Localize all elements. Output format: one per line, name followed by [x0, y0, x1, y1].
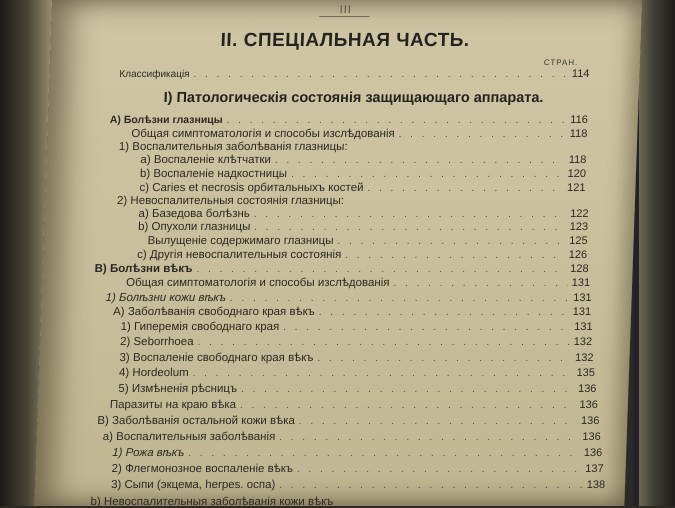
toc-entry-page: 132: [573, 336, 593, 348]
toc-entry-page: 114: [571, 68, 590, 80]
toc-entry-page: 118: [568, 154, 587, 166]
toc-entry: [97, 415, 599, 427]
toc-entry-page: 120: [567, 168, 587, 180]
toc-entry: [119, 141, 519, 153]
toc-entry-page: 136: [580, 415, 600, 427]
toc-entry-page: 118: [569, 128, 588, 140]
toc-entry: [103, 431, 601, 443]
toc-entry-page: 122: [569, 208, 589, 220]
toc-entry: [112, 447, 602, 459]
toc-entry: [119, 367, 595, 379]
toc-entry-page: 126: [568, 249, 588, 261]
toc-entry: [147, 235, 587, 247]
toc-entry-label: 3) Воспаленіе свободнаго края вѣкъ: [119, 352, 314, 364]
toc-entry-page: 136: [579, 399, 599, 411]
toc-entry: [120, 336, 592, 348]
toc-entry-label: a) Воспалительныя заболѣванія: [102, 431, 276, 443]
leader-dots: [197, 337, 569, 348]
toc-entry-label: b) Опухоли глазницы: [137, 221, 251, 233]
leader-dots: [192, 368, 572, 379]
toc-entry: [90, 496, 570, 508]
toc-entry: [111, 479, 605, 491]
leader-dots: [193, 69, 568, 80]
toc-entry-label: 1) Болѣзни кожи вѣкъ: [105, 292, 227, 304]
toc-entry-page: 131: [572, 306, 592, 318]
toc-entry-label: A) Болѣзни глазницы: [109, 114, 223, 126]
page-title: II. СПЕЦІАЛЬНАЯ ЧАСТЬ.: [220, 30, 470, 51]
toc-entry-label: B) Заболѣванія остальной кожи вѣка: [97, 415, 296, 427]
toc-entry: [94, 263, 588, 275]
toc-entry: [110, 399, 598, 411]
leader-dots: [240, 400, 576, 411]
toc-entry-label: 2) Seborrhoea: [119, 336, 194, 348]
toc-entry-page: 116: [570, 114, 589, 126]
toc-entry-page: 132: [574, 352, 594, 364]
leader-dots: [319, 307, 569, 318]
page-number: III: [339, 4, 353, 16]
toc-entry: [131, 128, 587, 140]
leader-dots: [367, 183, 563, 194]
toc-entry-label: A) Заболѣванія свободнаго края вѣкъ: [112, 306, 316, 318]
toc-entry: [126, 277, 590, 289]
leader-dots: [188, 448, 580, 459]
toc-entry-page: 136: [583, 447, 603, 459]
toc-entry-label: 5) Измѣненія рѣсницъ: [118, 383, 238, 395]
toc-entry: [117, 195, 517, 207]
toc-entry-page: 131: [574, 321, 593, 333]
page-column-label: СТРАН.: [543, 58, 579, 67]
toc-entry-page: 136: [577, 383, 597, 395]
toc-entry-label: a) Воспаленіе клѣтчатки: [140, 154, 272, 166]
leader-dots: [254, 209, 567, 220]
toc-entry-label: 1) Рожа вѣкъ: [111, 447, 185, 459]
section-heading: I) Патологическія состоянія защищающаго аппарата.: [163, 90, 544, 106]
toc-entry-label: 1) Гиперемія свободнаго края: [120, 321, 280, 333]
toc-entry: [140, 168, 586, 180]
toc-entry-label: Вылущеніе содержимаго глазницы: [147, 235, 334, 247]
toc-entry-page: 131: [571, 277, 591, 289]
leader-dots: [337, 236, 565, 247]
toc-entry: [119, 352, 593, 364]
leader-dots: [279, 480, 583, 491]
book-page: [34, 0, 642, 506]
toc-entry-label: 4) Hordeolum: [118, 367, 189, 379]
leader-dots: [275, 155, 565, 166]
toc-entry-label: c) Caries et necrosis орбитальныхъ костей: [139, 182, 364, 194]
toc-entry-label: b) Невоспалительныя заболѣванія кожи вѣкъ: [90, 496, 334, 508]
toc-entry-page: 131: [573, 292, 592, 304]
toc-entry-page: 128: [570, 263, 589, 275]
toc-entry-label: 3) Сыпи (экцема, herpes. оспа): [110, 479, 276, 491]
toc-entry: [138, 208, 588, 220]
leader-dots: [230, 293, 570, 304]
toc-entry-page: 136: [582, 431, 601, 443]
toc-entry: [119, 68, 589, 80]
toc-entry-page: 137: [585, 463, 604, 475]
toc-entry-label: 2) Невоспалительныя состоянія глазницы:: [116, 195, 345, 207]
toc-entry-label: Общая симптоматологія и способы изслѣдованія: [125, 277, 390, 289]
leader-dots: [196, 264, 566, 275]
toc-entry: [110, 114, 588, 126]
toc-entry-page: 138: [586, 479, 606, 491]
leader-dots: [279, 432, 578, 443]
toc-entry: [137, 249, 587, 261]
leader-dots: [345, 250, 565, 261]
toc-entry-label: c) Другія невоспалительныя состоянія: [136, 249, 342, 261]
leader-dots: [297, 464, 582, 475]
leader-dots: [254, 222, 566, 233]
toc-entry-page: 123: [569, 221, 589, 233]
toc-entry-label: 2) Флегмонозное воспаленіе вѣкъ: [111, 463, 294, 475]
toc-entry-label: a) Базедова болѣзнь: [138, 208, 251, 220]
toc-entry: [113, 306, 591, 318]
toc-entry-label: Общая симптоматологія и способы изслѣдованія: [131, 128, 395, 140]
toc-entry-page: 125: [569, 235, 588, 247]
toc-entry-label: Классификація: [119, 69, 190, 80]
leader-dots: [399, 129, 566, 140]
toc-entry: [139, 182, 585, 194]
leader-dots: [283, 322, 570, 333]
toc-entry-label: b) Воспаленіе надкостницы: [139, 168, 288, 180]
toc-entry: [105, 292, 591, 304]
page-number-rule: [319, 16, 369, 17]
leader-dots: [317, 353, 571, 364]
leader-dots: [393, 278, 568, 289]
toc-entry-label: 1) Воспалительныя заболѣванія глазницы:: [118, 141, 348, 153]
toc-entry: [140, 154, 586, 166]
toc-entry: [138, 221, 588, 233]
toc-entry-label: B) Болѣзни вѣкъ: [94, 263, 193, 275]
toc-entry: [120, 321, 592, 333]
leader-dots: [299, 416, 577, 427]
leader-dots: [226, 115, 566, 126]
leader-dots: [291, 169, 564, 180]
leader-dots: [241, 384, 574, 395]
toc-entry-label: Паразиты на краю вѣка: [109, 399, 237, 411]
toc-entry-page: 121: [566, 182, 586, 194]
toc-entry-page: 135: [576, 367, 596, 379]
toc-entry: [111, 463, 603, 475]
book-right-edge: [635, 0, 675, 506]
toc-entry: [118, 383, 596, 395]
